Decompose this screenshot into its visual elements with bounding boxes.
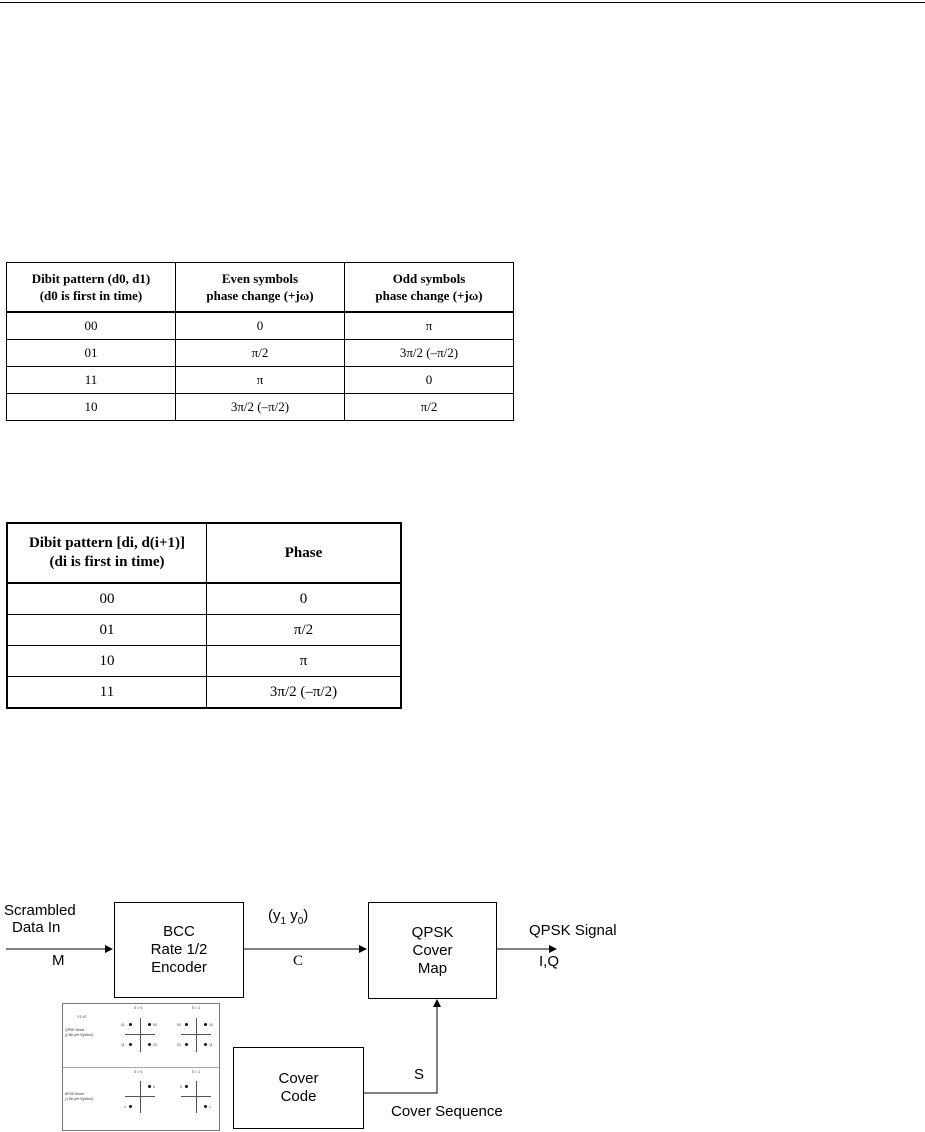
constellation-point (204, 1043, 207, 1046)
table-row (7, 340, 514, 367)
constellation-point (185, 1085, 188, 1088)
constellation-point (185, 1023, 188, 1026)
table-cell: π (176, 367, 345, 394)
table-row (7, 646, 401, 677)
table-row (7, 394, 514, 421)
table-cell: π/2 (207, 615, 402, 646)
cover-sequence-label: Cover Sequence (391, 1103, 503, 1120)
constellation-point (129, 1105, 132, 1108)
qpsk-constellation-panel: Y1 Y0 QPSK Mode (2 Bit per Symbol) S = 0 S = 1 01 00 11 10 00 10 01 11 (63, 1004, 219, 1067)
table-header-row (7, 523, 401, 583)
table-cell: π/2 (345, 394, 514, 421)
constellation-point (204, 1023, 207, 1026)
table-cell: 00 (7, 583, 207, 615)
output-signal-label: QPSK Signal (529, 922, 617, 939)
table-cell: 10 (7, 646, 207, 677)
table-header-row (7, 263, 514, 313)
constellation-point (129, 1023, 132, 1026)
table-cell: 3π/2 (–π/2) (345, 340, 514, 367)
table-cell: 0 (176, 312, 345, 340)
input-label: Scrambled Data In (4, 902, 76, 936)
constellation-inset (62, 1003, 220, 1131)
col-header-even-symbols: Even symbols phase change (+jω) (176, 263, 345, 313)
qpsk-s1-axis-v (196, 1018, 197, 1052)
constellation-point (204, 1105, 207, 1108)
bcc-encoder-block: BCC Rate 1/2 Encoder (114, 902, 244, 998)
table-cell: 0 (345, 367, 514, 394)
table-row (7, 615, 401, 646)
table-cell: π (207, 646, 402, 677)
col-header-dibit-pattern: Dibit pattern (d0, d1) (d0 is first in time) (7, 263, 176, 313)
qpsk-cover-block-diagram (0, 890, 700, 1132)
table-cell: 3π/2 (–π/2) (207, 677, 402, 709)
constellation-point (148, 1043, 151, 1046)
constellation-point (148, 1085, 151, 1088)
table-cell: 11 (7, 367, 176, 394)
constellation-point (148, 1023, 151, 1026)
dibit-phase-table (6, 522, 402, 709)
bpsk-constellation-panel: BPSK Mode (1 Bit per Symbol) S = 0 S = 1 0 1 0 1 (63, 1068, 219, 1131)
table-cell: 00 (7, 312, 176, 340)
table-cell: π/2 (176, 340, 345, 367)
table-cell: 01 (7, 340, 176, 367)
table-cell: 3π/2 (–π/2) (176, 394, 345, 421)
table-cell: 10 (7, 394, 176, 421)
table-row (7, 583, 401, 615)
col-header-odd-symbols: Odd symbols phase change (+jω) (345, 263, 514, 313)
col-header-phase: Phase (207, 523, 402, 583)
constellation-point (185, 1043, 188, 1046)
table-cell: 11 (7, 677, 207, 709)
cover-code-block: Cover Code (233, 1047, 364, 1129)
input-rate-label: M (52, 952, 65, 969)
table-row (7, 312, 514, 340)
cover-arrow (363, 1000, 437, 1093)
qpsk-s0-axis-v (140, 1018, 141, 1052)
table-row (7, 367, 514, 394)
col-header-dibit-pattern: Dibit pattern [di, d(i+1)] (di is first in time) (7, 523, 207, 583)
encoded-bits-label: ($y_1$ $y_0$) (268, 907, 309, 927)
bpsk-s0-axis-v (140, 1081, 141, 1113)
table-row (7, 677, 401, 709)
page-top-rule (0, 2, 925, 3)
dibit-phase-change-table (6, 262, 514, 421)
table-cell: 0 (207, 583, 402, 615)
table-cell: 01 (7, 615, 207, 646)
encoded-rate-label: C (293, 953, 304, 969)
cover-signal-label: S (414, 1066, 425, 1083)
constellation-point (129, 1043, 132, 1046)
qpsk-cover-map-block: QPSK Cover Map (368, 902, 497, 999)
table-cell: π (345, 312, 514, 340)
output-channels-label: I,Q (539, 953, 560, 970)
bpsk-s1-axis-v (196, 1081, 197, 1113)
